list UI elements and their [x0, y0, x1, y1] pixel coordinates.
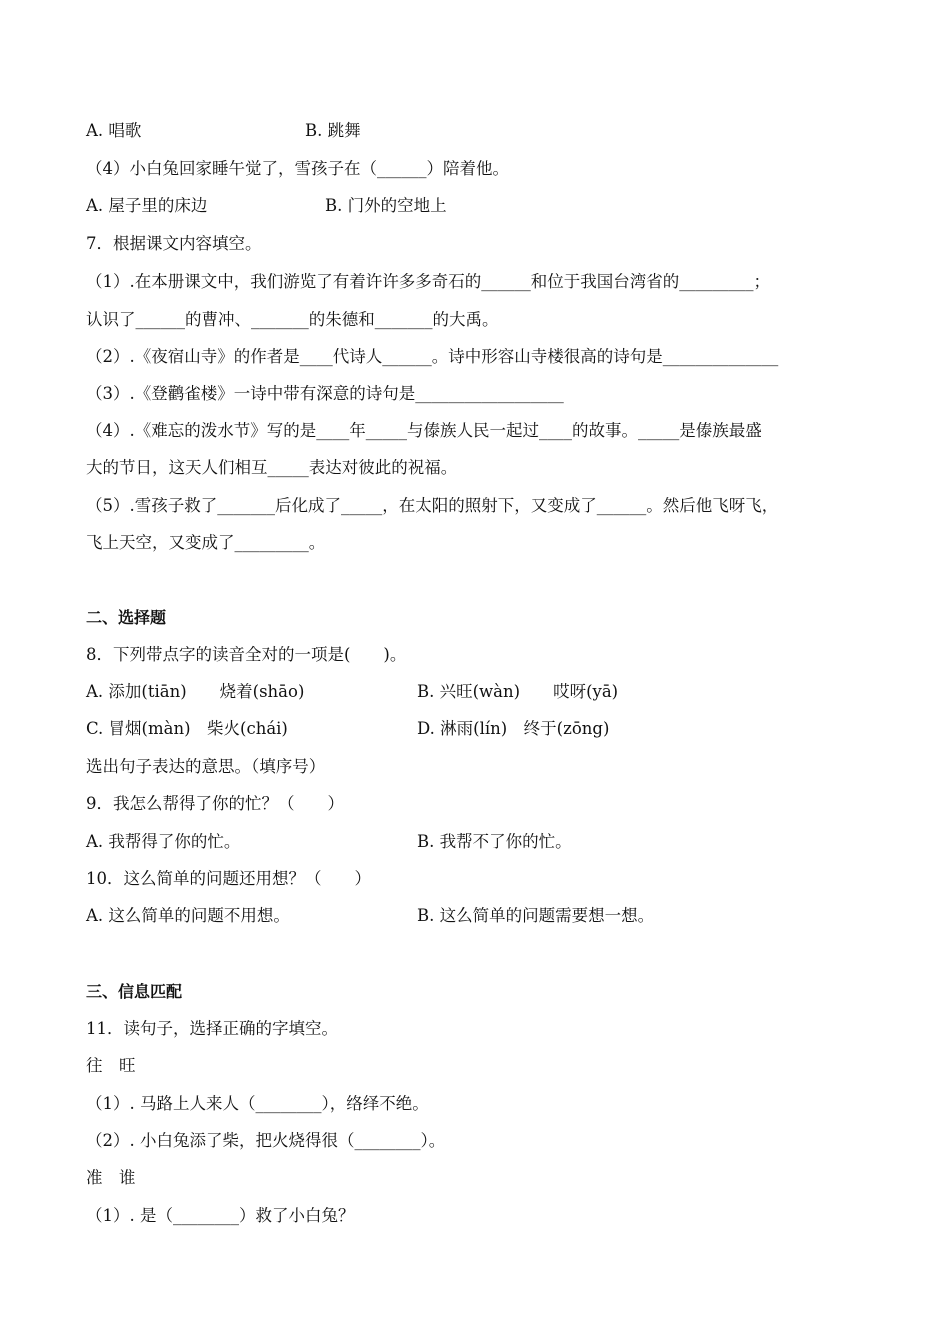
q7-part4-line1: （4）.《难忘的泼水节》写的是____年_____与傣族人民一起过____的故事。_____是傣族最盛 [86, 421, 762, 440]
q6-4-option-b: B. 门外的空地上 [325, 196, 447, 215]
section2-heading: 二、选择题 [86, 608, 167, 627]
q7-part1-line1: （1）.在本册课文中，我们游览了有着许许多多奇石的______和位于我国台湾省的_________； [86, 272, 770, 291]
q8-option-a: A. 添加(tiān) 烧着(shāo) [86, 682, 305, 701]
section3-heading: 三、信息匹配 [86, 982, 183, 1001]
q7-part2: （2）.《夜宿山寺》的作者是____代诗人______。诗中形容山寺楼很高的诗句是______________ [86, 347, 779, 366]
q8-option-c: C. 冒烟(màn) 柴火(chái) [86, 719, 288, 738]
q7-part5-line1: （5）.雪孩子救了_______后化成了_____，在太阳的照射下，又变成了______。然后他飞呀飞， [86, 496, 779, 515]
q10-option-b: B. 这么简单的问题需要想一想。 [417, 906, 655, 925]
q6-4-option-a: A. 屋子里的床边 [86, 196, 208, 215]
q6-3-option-b: B. 跳舞 [305, 121, 361, 140]
q9-option-a: A. 我帮得了你的忙。 [86, 832, 241, 851]
q8-text: 8．下列带点字的读音全对的一项是( )。 [86, 645, 407, 664]
q10-text: 10．这么简单的问题还用想？（ ） [86, 869, 371, 888]
q7-part5-line2: 飞上天空，又变成了_________。 [86, 533, 326, 552]
q8-option-d: D. 淋雨(lín) 终于(zōng) [417, 719, 610, 738]
q11-text: 11．读句子，选择正确的字填空。 [86, 1019, 338, 1038]
q6-3-option-a: A. 唱歌 [86, 121, 142, 140]
q11-char-pair-2: 准 谁 [86, 1168, 136, 1187]
q11-sentence-1: （1）. 马路上人来人（________），络绎不绝。 [86, 1094, 429, 1113]
q11-sentence-2: （2）. 小白兔添了柴，把火烧得很（________）。 [86, 1131, 446, 1150]
q7-part1-line2: 认识了______的曹冲、_______的朱德和_______的大禹。 [86, 310, 499, 329]
q7-part4-line2: 大的节日，这天人们相互_____表达对彼此的祝福。 [86, 458, 458, 477]
q11-sentence-3: （1）. 是（________）救了小白兔？ [86, 1206, 355, 1225]
q11-char-pair-1: 往 旺 [86, 1056, 136, 1075]
q6-4-text: （4）小白兔回家睡午觉了，雪孩子在（______）陪着他。 [86, 159, 509, 178]
q8-option-b: B. 兴旺(wàn) 哎呀(yā) [417, 682, 619, 701]
q7-part3: （3）.《登鹳雀楼》一诗中带有深意的诗句是__________________ [86, 384, 564, 403]
section2-instruction: 选出句子表达的意思。（填序号） [86, 757, 326, 776]
q10-option-a: A. 这么简单的问题不用想。 [86, 906, 290, 925]
q9-option-b: B. 我帮不了你的忙。 [417, 832, 572, 851]
q7-title: 7．根据课文内容填空。 [86, 234, 262, 253]
q9-text: 9．我怎么帮得了你的忙？（ ） [86, 794, 344, 813]
